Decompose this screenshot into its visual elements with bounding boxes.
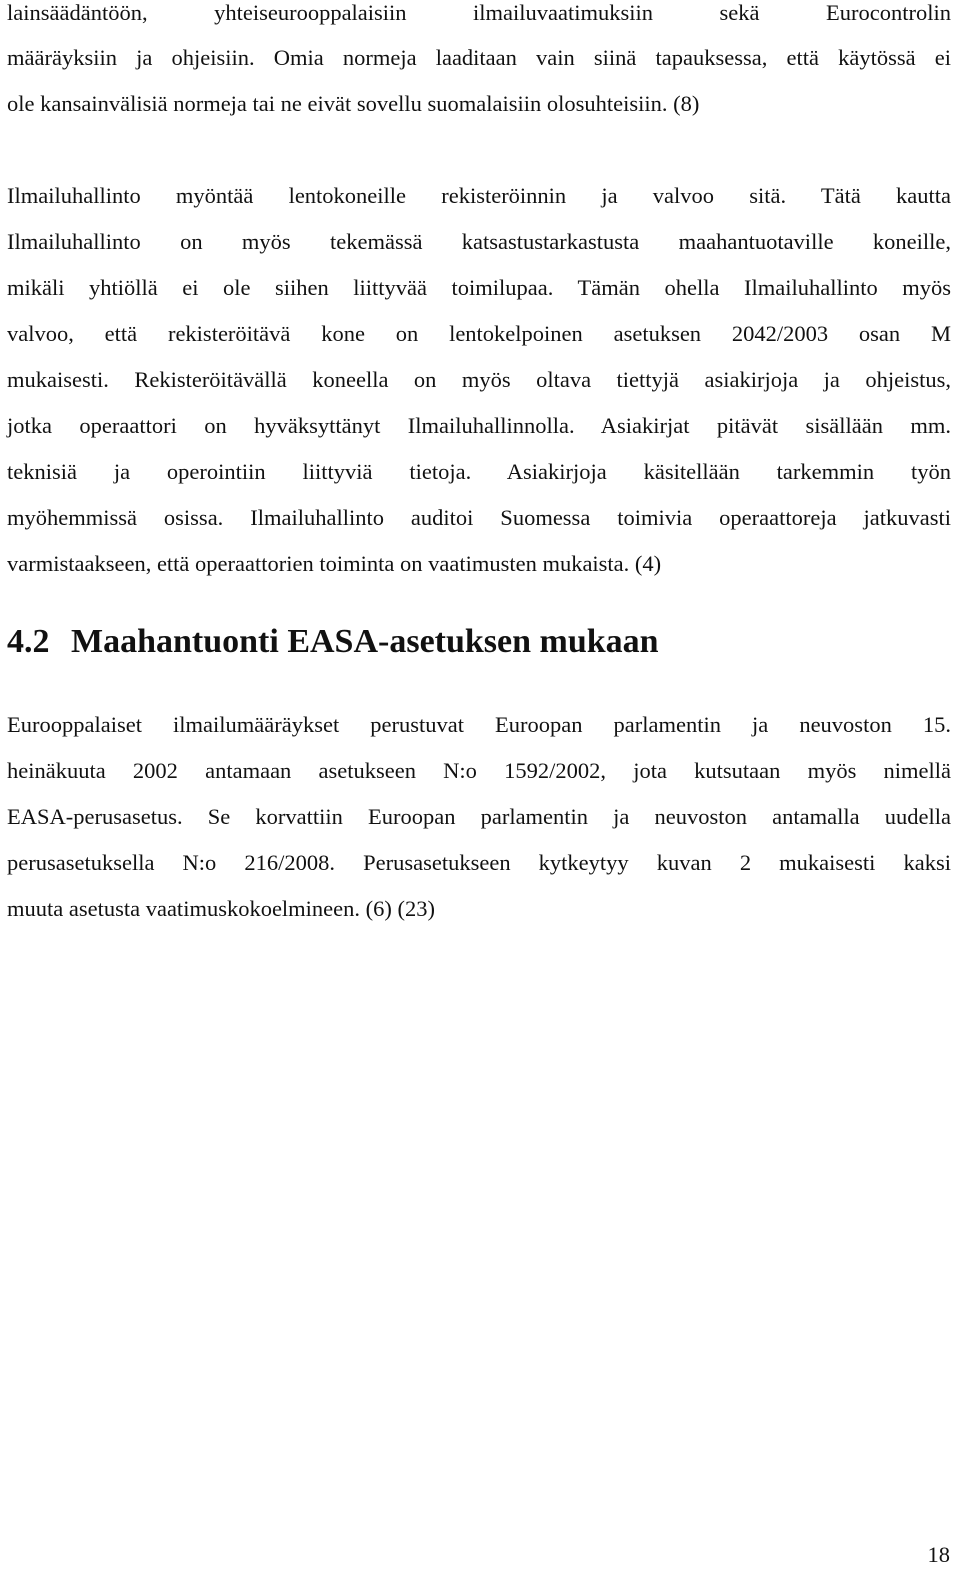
paragraph-2-line-6: jotka operaattori on hyväksyttänyt Ilmailuhallinnolla. Asiakirjat pitävät sisällään mm.	[7, 413, 951, 438]
paragraph-3-line-3: EASA-perusasetus. Se korvattiin Euroopan parlamentin ja neuvoston antamalla uudella	[7, 804, 951, 829]
paragraph-2-line-3: mikäli yhtiöllä ei ole siihen liittyvää toimilupaa. Tämän ohella Ilmailuhallinto myös	[7, 275, 951, 300]
page-number: 18	[927, 1542, 950, 1567]
paragraph-2-line-5: mukaisesti. Rekisteröitävällä koneella on myös oltava tiettyjä asiakirjoja ja ohjeistus,	[7, 367, 951, 392]
paragraph-1-line-2: määräyksiin ja ohjeisiin. Omia normeja laaditaan vain siinä tapauksessa, että käytössä ei	[7, 45, 951, 70]
paragraph-3-line-5: muuta asetusta vaatimuskokoelmineen. (6) (23)	[7, 896, 436, 921]
paragraph-2-line-9: varmistaakseen, että operaattorien toiminta on vaatimusten mukaista. (4)	[7, 551, 662, 576]
paragraph-2-line-7: teknisiä ja operointiin liittyviä tietoja. Asiakirjoja käsitellään tarkemmin työn	[7, 459, 951, 484]
paragraph-1-line-3: ole kansainvälisiä normeja tai ne eivät sovellu suomalaisiin olosuhteisiin. (8)	[7, 91, 700, 116]
paragraph-2-line-2: Ilmailuhallinto on myös tekemässä katsastustarkastusta maahantuotaville koneille,	[7, 229, 951, 254]
paragraph-3-line-1: Eurooppalaiset ilmailumääräykset perustuvat Euroopan parlamentin ja neuvoston 15.	[7, 712, 951, 737]
section-number: 4.2	[7, 623, 50, 660]
section-title: Maahantuonti EASA-asetuksen mukaan	[71, 623, 659, 660]
section-heading	[7, 620, 659, 664]
paragraph-2-line-8: myöhemmissä osissa. Ilmailuhallinto auditoi Suomessa toimivia operaattoreja jatkuvasti	[7, 505, 951, 530]
paragraph-3-line-2: heinäkuuta 2002 antamaan asetukseen N:o 1592/2002, jota kutsutaan myös nimellä	[7, 758, 951, 783]
paragraph-3-line-4: perusasetuksella N:o 216/2008. Perusasetukseen kytkeytyy kuvan 2 mukaisesti kaksi	[7, 850, 951, 875]
paragraph-2-line-1: Ilmailuhallinto myöntää lentokoneille rekisteröinnin ja valvoo sitä. Tätä kautta	[7, 183, 951, 208]
paragraph-1-line-1: lainsäädäntöön, yhteiseurooppalaisiin ilmailuvaatimuksiin sekä Eurocontrolin	[7, 0, 951, 25]
paragraph-2-line-4: valvoo, että rekisteröitävä kone on lentokelpoinen asetuksen 2042/2003 osan M	[7, 321, 951, 346]
